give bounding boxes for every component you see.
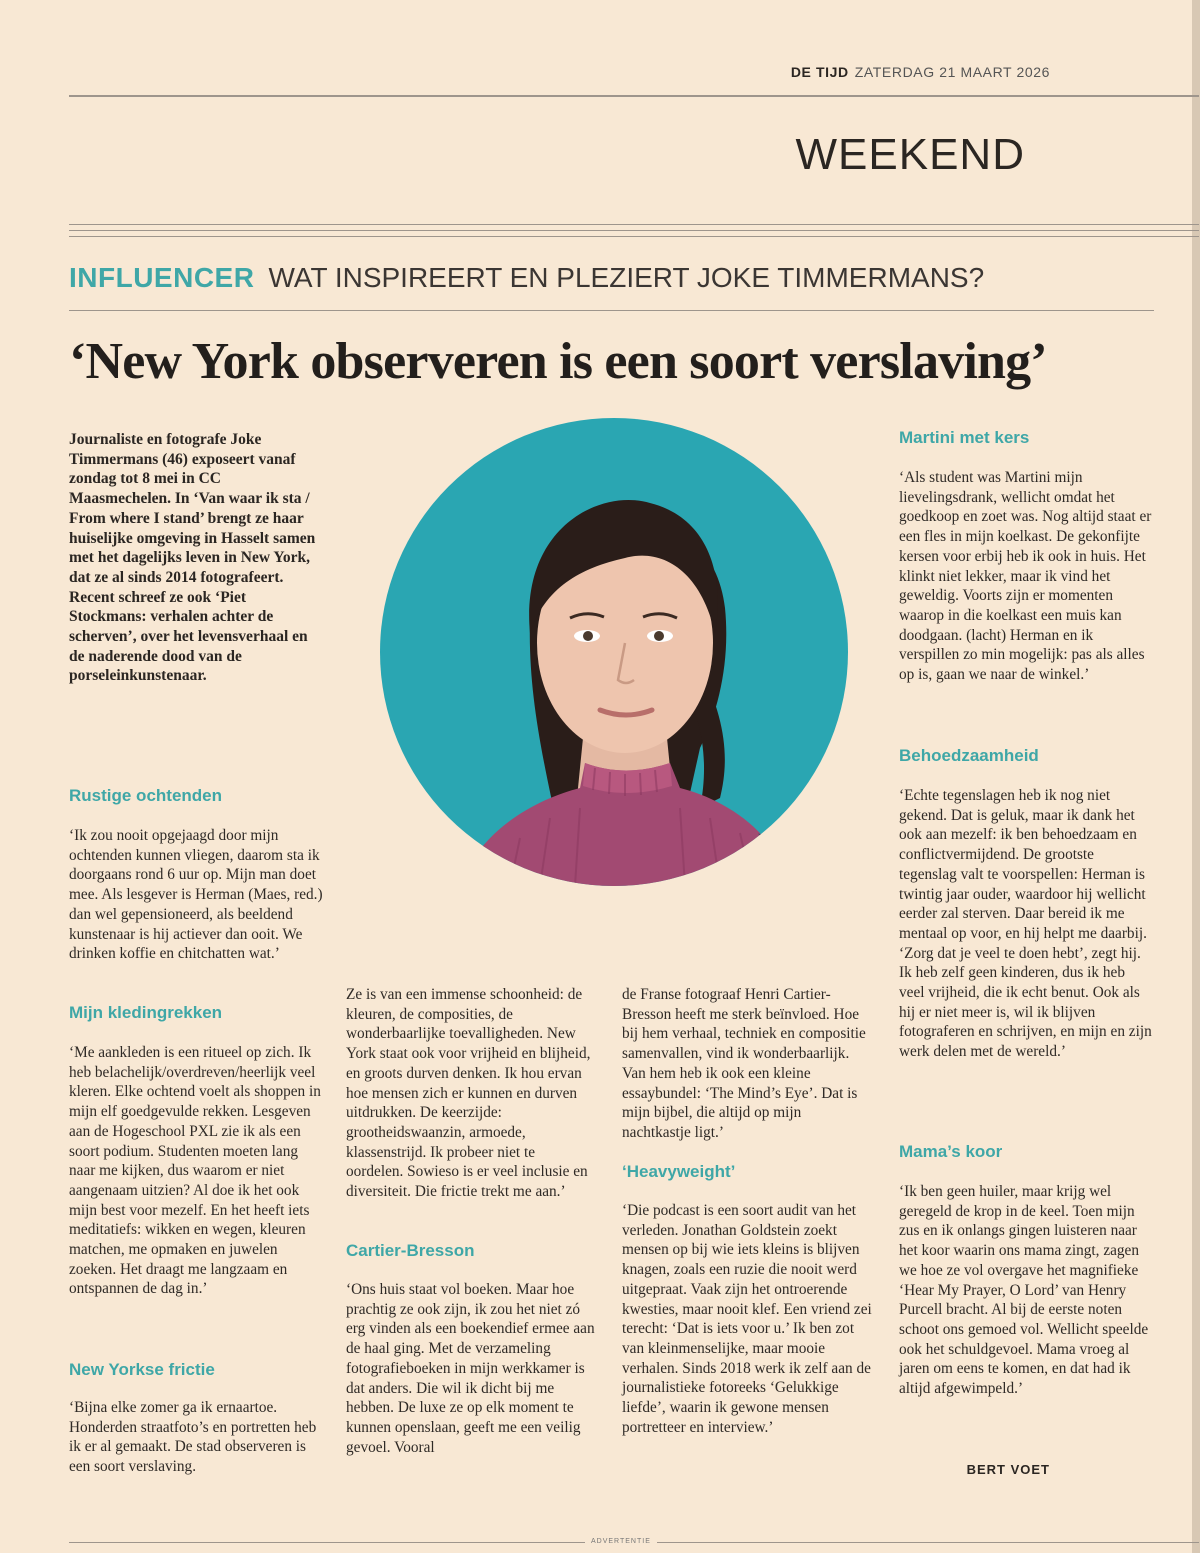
kicker-question: WAT INSPIREERT EN PLEZIERT JOKE TIMMERMANS? — [268, 262, 985, 293]
heading-heavyweight: ‘Heavyweight’ — [622, 1162, 736, 1181]
heading-cartier: Cartier-Bresson — [346, 1241, 475, 1260]
top-rule — [69, 95, 1199, 97]
text-behoed: ‘Echte tegenslagen heb ik nog niet gekend. Dat is geluk, maar ik dank het ook aan mezelf: ik ben behoedzaam en conflictvermijdend. De grootste tegenslag valt te voorspellen: Herman is twintig jaar ouder, waardoor hij wellicht eerder zal sterven. Daar bereid ik me mentaal op voor, en hij helpt me daarbij. ‘Zorg dat je veel te doen hebt’, zegt hij. Ik heb zelf geen kinderen, dus ik heb veel vrijheid, die ik echt benut. Ook als hij er niet meer is, wil ik blijven fotograferen en schrijven, en mijn en zijn werk delen met de wereld.’ — [899, 787, 1152, 1061]
text-rustige: ‘Ik zou nooit opgejaagd door mijn ochtenden kunnen vliegen, daarom sta ik doorgaans rond 6 uur op. Mijn man doet mee. Als lesgever is Herman (Maes, red.) dan wel gepensioneerd, als beeldend kunstenaar is hij actiever dan ooit. We drinken koffie en chitchatten wat.’ — [69, 827, 323, 963]
portrait-photo — [380, 418, 848, 886]
text-frictie: ‘Bijna elke zomer ga ik ernaartoe. Honderden straatfoto’s en portretten heb ik er al gemaakt. De stad observeren is een soort verslaving. — [69, 1399, 317, 1476]
text-frictie-cont: Ze is van een immense schoonheid: de kleuren, de composities, de wonderbaarlijke toevalligheden. New York staat ook voor vrijheid en blijheid, en groots durven denken. Ik hou ervan hoe mensen zich er kunnen en durven uitdrukken. De keerzijde: grootheidswaanzin, armoede, klassenstrijd. Ik probeer niet te oordelen. Sowieso is er veel inclusie en diversiteit. Die frictie trekt me aan.’ — [346, 986, 591, 1201]
heading-kleding: Mijn kledingrekken — [69, 1003, 223, 1022]
portrait-illustration — [380, 418, 848, 886]
byline: BERT VOET — [966, 1462, 1050, 1477]
headline: ‘New York observeren is een soort verslaving’ — [69, 333, 1047, 390]
kicker-rule — [69, 310, 1154, 311]
text-heavyweight: ‘Die podcast is een soort audit van het verleden. Jonathan Goldstein zoekt mensen op bij wie iets kleins is blijven knagen, zoals een ruzie die nooit werd uitgepraat. Vaak zijn het ontroerende kwesties, maar nooit klef. Een vriend zei terecht: ‘Dat is iets voor u.’ Ik ben zot van kleinmenselijke, maar mooie verhalen. Sinds 2018 werk ik zelf aan de journalistieke fotoreeks ‘Gelukkige liefde’, waarin ik gewone mensen portretteer en interview.’ — [622, 1202, 872, 1436]
heading-frictie: New Yorkse frictie — [69, 1360, 215, 1379]
heading-behoed: Behoedzaamheid — [899, 746, 1039, 765]
heading-martini: Martini met kers — [899, 428, 1030, 447]
text-martini: ‘Als student was Martini mijn lievelingsdrank, wellicht omdat het goedkoop en zoet was. Nog altijd staat er een fles in mijn koelkast. De gekonfijte kersen voor erbij heb ik ook in huis. Het klinkt niet lekker, maar ik vind het geweldig. Voorts zijn er momenten waarop in die koelkast een muis kan doodgaan. (lacht) Herman en ik verspillen zo min mogelijk: pas als alles op is, gaan we naar de winkel.’ — [899, 469, 1152, 684]
text-cartier-cont: de Franse fotograaf Henri Cartier-Bresson heeft me sterk beïnvloed. Hoe bij hem verhaal, techniek en compositie samenvallen, vind ik wonderbaarlijk. Van hem heb ik ook een kleine essaybundel: ‘The Mind’s Eye’. Dat is mijn bijbel, die altijd op mijn nachtkastje ligt.’ — [622, 986, 866, 1141]
page-edge — [1192, 0, 1200, 1553]
advertisement-label: ADVERTENTIE — [585, 1538, 657, 1545]
issue-date: ZATERDAG 21 MAART 2026 — [854, 64, 1050, 80]
double-rule-2 — [69, 230, 1199, 231]
paper-name: DE TIJD — [790, 64, 849, 80]
double-rule-3 — [69, 236, 1199, 237]
heading-mama: Mama’s koor — [899, 1142, 1003, 1161]
text-cartier: ‘Ons huis staat vol boeken. Maar hoe prachtig ze ook zijn, ik zou het niet zó erg vinden als een boekendief ermee aan de haal ging. Met de verzameling fotografieboeken in mijn werkkamer is dat anders. Die wil ik dicht bij me hebben. De luxe ze op elk moment te kunnen openslaan, geeft me een veilig gevoel. Vooral — [346, 1281, 595, 1456]
text-mama: ‘Ik ben geen huiler, maar krijg wel geregeld de krop in de keel. Toen mijn zus en ik onlangs gingen luisteren naar het koor waarin ons mama zingt, zagen we hoe ze vol overgave het magnifieke ‘Hear My Prayer, O Lord’ van Henry Purcell bracht. Al bij de eerste noten schoot ons gemoed vol. Wellicht speelde ook het schuldgevoel. Mama vroeg al jaren om eens te komen, en dat had ik altijd afgewimpeld.’ — [899, 1183, 1149, 1398]
heading-rustige: Rustige ochtenden — [69, 786, 223, 805]
intro-paragraph: Journaliste en fotografe Joke Timmermans (46) exposeert vanaf zondag tot 8 mei in CC Maasmechelen. In ‘Van waar ik sta / From where I stand’ brengt ze haar huiselijke omgeving in Hasselt samen met het dagelijks leven in New York, dat ze al sinds 2014 fotografeert. Recent schreef ze ook ‘Piet Stockmans: verhalen achter de scherven’, over het levensverhaal en de naderende dood van de porseleinkunstenaar. — [69, 431, 316, 685]
double-rule-1 — [69, 224, 1199, 225]
masthead — [791, 64, 1050, 80]
photo-credit: IPV — [757, 833, 767, 848]
kicker-tag: INFLUENCER — [69, 262, 255, 293]
section-title: WEEKEND — [795, 130, 1025, 179]
text-kleding: ‘Me aankleden is een ritueel op zich. Ik heb belachelijk/overdreven/heerlijk veel kleren. Elke ochtend voelt als shoppen in mijn elf goedgevulde rekken. Lesgeven aan de Hogeschool PXL zie ik als een soort podium. Studenten moeten lang naar me kijken, dus waarom er niet aangenaam uitzien? Al doe ik het ook mijn best voor mezelf. En het heeft iets meditatiefs: wikken en wegen, kleuren matchen, me opmaken en juwelen zoeken. Het draagt me langzaam en ontspannen de dag in.’ — [69, 1044, 321, 1298]
kicker — [69, 262, 984, 294]
